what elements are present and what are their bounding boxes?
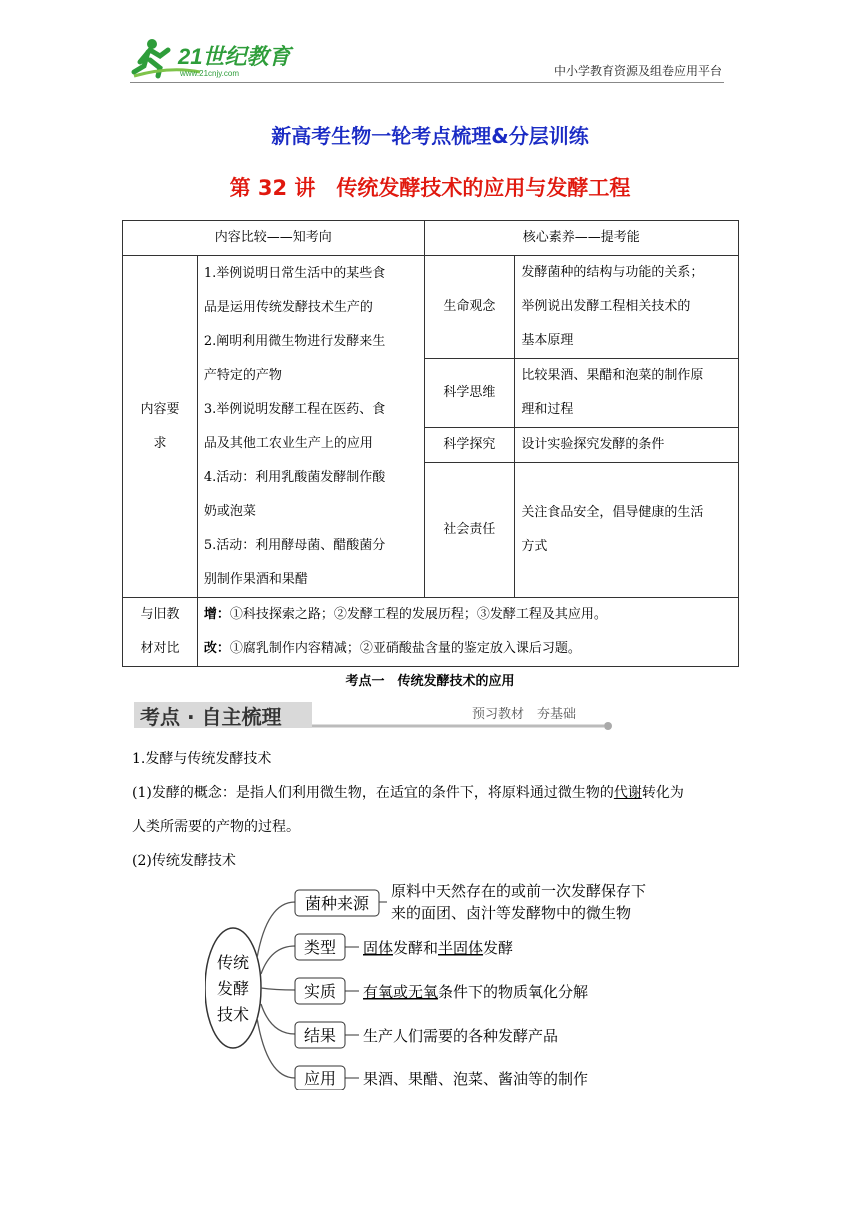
row-label-compare [123,598,198,667]
competency-line: 比较果酒、果醋和泡菜的制作原 [521,368,704,383]
branch-label: 菌种来源 [304,894,370,913]
text-span: (1)发酵的概念：是指人们利用微生物，在适宜的条件下，将原料通过微生物的 [132,785,614,801]
row-label-requirements [123,256,198,598]
center-line: 技术 [216,1005,250,1024]
req-line: 别制作果酒和果醋 [203,571,308,587]
change-prefix: 改： [203,641,230,656]
heading-fermentation: 1.发酵与传统发酵技术 [132,751,272,767]
mind-map [205,878,675,1090]
col-header-competency: 核心素养——提考能 [424,221,739,256]
branch-label: 应用 [303,1069,337,1088]
branch-label: 结果 [303,1026,337,1045]
req-line: 4.活动：利用乳酸菌发酵制作酸 [203,469,386,485]
branch-label: 实质 [303,982,337,1001]
competency-desc [515,463,739,598]
requirements-cell [197,256,424,598]
branch-text: 有氧或无氧条件下的物质氧化分解 [363,983,589,1001]
row-label-line: 内容要 [140,401,180,417]
add-prefix: 增： [203,607,230,622]
banner-left-text: 考点 · 自主梳理 [140,705,282,729]
competency-line: 发酵菌种的结构与功能的关系； [521,265,704,280]
competency-line: 基本原理 [521,333,574,348]
competency-desc [515,359,739,428]
competency-name: 社会责任 [424,463,515,598]
header-divider [130,82,724,83]
row-label-line: 与旧教 [140,607,180,622]
branch-text: 来的面团、卤汁等发酵物中的微生物 [391,904,632,922]
underlined-term: 代谢 [613,785,642,801]
competency-line: 方式 [521,539,548,554]
text-span: 转化为 [641,785,684,801]
platform-label: 中小学教育资源及组卷应用平台 [553,64,722,78]
heading-traditional: (2)传统发酵技术 [132,853,236,869]
row-label-line: 材对比 [140,641,180,656]
competency-line: 理和过程 [521,402,574,417]
doc-title: 新高考生物一轮考点梳理&分层训练 [271,124,589,148]
paragraph-definition-cont: 人类所需要的产物的过程。 [132,819,300,835]
branch-text: 果酒、果醋、泡菜、酱油等的制作 [363,1070,589,1088]
req-line: 品是运用传统发酵技术生产的 [203,299,373,315]
req-line: 3.举例说明发酵工程在医药、食 [203,401,386,417]
competency-desc [515,256,739,359]
col-header-content: 内容比较——知考向 [123,221,425,256]
logo-url: www.21cnjy.com [180,69,239,78]
banner-dot-icon [604,722,612,730]
branch-text: 生产人们需要的各种发酵产品 [363,1027,559,1045]
competency-line: 设计实验探究发酵的条件 [521,437,665,452]
competency-line: 关注食品安全，倡导健康的生活 [521,505,704,520]
branch-label: 类型 [303,938,337,957]
add-text: ①科技探索之路；②发酵工程的发展历程；③发酵工程及其应用。 [229,607,607,622]
connectors [257,902,295,1078]
competency-desc [515,428,739,463]
compare-change [204,632,732,666]
compare-cell [197,598,738,667]
row-label-line: 求 [153,435,167,451]
req-line: 品及其他工农业生产上的应用 [203,435,373,451]
compare-add [204,598,732,632]
change-text: ①腐乳制作内容精减；②亚硝酸盐含量的鉴定放入课后习题。 [229,641,581,656]
req-line: 奶或泡菜 [203,503,256,519]
competency-name: 科学思维 [424,359,515,428]
requirements-table [122,220,739,667]
banner-right-text: 预习教材 夯基础 [472,707,577,722]
req-line: 5.活动：利用酵母菌、醋酸菌分 [203,537,386,553]
req-line: 1.举例说明日常生活中的某些食 [203,265,386,281]
competency-name: 生命观念 [424,256,515,359]
section-banner [134,698,614,732]
branch-text: 固体发酵和半固体发酵 [363,939,514,957]
site-logo [130,36,310,80]
lecture-title: 第 32 讲 传统发酵技术的应用与发酵工程 [229,176,631,200]
req-line: 2.阐明利用微生物进行发酵来生 [203,333,386,349]
competency-name: 科学探究 [424,428,515,463]
center-line: 传统 [216,953,250,972]
branch-text: 原料中天然存在的或前一次发酵保存下 [391,882,647,900]
competency-line: 举例说出发酵工程相关技术的 [521,299,691,314]
center-line: 发酵 [216,979,250,998]
section-title: 考点一 传统发酵技术的应用 [345,674,515,689]
logo-text: 21世纪教育 [178,44,291,69]
paragraph-definition [132,782,684,802]
req-line: 产特定的产物 [203,367,282,383]
